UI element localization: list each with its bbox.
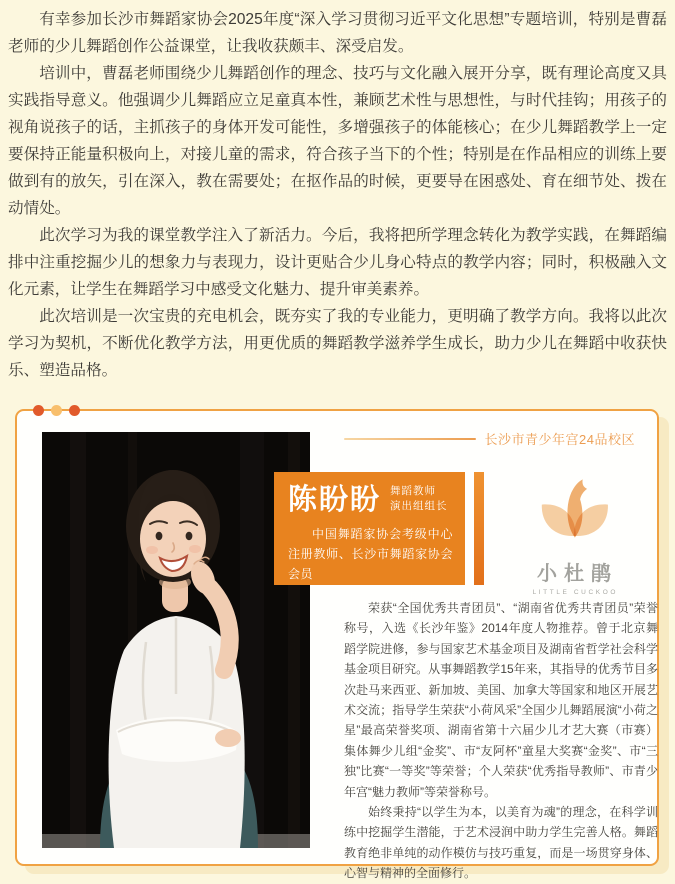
brand-logo — [509, 475, 639, 596]
campus-header — [344, 429, 635, 448]
bio-paragraph-1: 荣获“全国优秀共青团员”、“湖南省优秀共青团员”荣誉称号，入选《长沙年鉴》2014年度人物推荐。曾于北京舞蹈学院进修，参与国家艺术基金项目及湖南省哲学社会科学基金项目研究。从事舞蹈教学15年来，其指导的优秀节目多次赴马来西亚、新加坡、美国、加拿大等国家和地区开展艺术交流；指导学生荣获“小荷风采”全国少儿舞蹈展演“小荷之星”最高荣誉奖项、湖南省第十六届少儿才艺大赛（市赛）集体舞少儿组“金奖”、市“友阿杯”童星大奖赛“金奖”、市“三独”比赛“一等奖”等荣誉；个人荣获“优秀指导教师”、市青少年宫“魅力教师”等荣誉称号。 — [344, 601, 658, 799]
logo-name: 小杜鹃 — [537, 563, 618, 585]
name-badge — [274, 472, 465, 585]
badge-name-row — [288, 485, 453, 515]
teacher-memberships: 中国舞蹈家协会考级中心注册教师、长沙市舞蹈家协会会员 — [288, 527, 453, 581]
dot-icon — [69, 405, 80, 416]
article-paragraph-4: 此次培训是一次宝贵的充电机会，既夯实了我的专业能力，更明确了教学方向。我将以此次学习为契机，不断优化教学方法，用更优质的舞蹈教学滋养学生成长，助力少儿在舞蹈中收获快乐、塑造品格。 — [8, 308, 667, 379]
badge-divider-bar — [474, 472, 484, 585]
teacher-titles — [390, 485, 448, 515]
portrait-illustration — [42, 432, 310, 848]
dot-icon — [51, 405, 62, 416]
article — [8, 6, 667, 384]
article-paragraph-1: 有幸参加长沙市舞蹈家协会2025年度“深入学习贯彻习近平文化思想”专题培训，特别是曹磊老师的少儿舞蹈创作公益课堂，让我收获颇丰、深受启发。 — [8, 11, 667, 55]
teacher-title-2: 演出组组长 — [390, 500, 448, 512]
teacher-photo — [42, 432, 310, 848]
teacher-bio — [344, 598, 658, 884]
teacher-name: 陈盼盼 — [288, 484, 382, 516]
article-paragraph-2: 培训中，曹磊老师围绕少儿舞蹈创作的理念、技巧与文化融入展开分享，既有理论高度又具实践指导意义。他强调少儿舞蹈应立足童真本性，兼顾艺术性与思想性，与时代挂钩；用孩子的视角说孩子的话，主抓孩子的身体开发可能性，多增强孩子的体能核心；在少儿舞蹈教学上一定要保持正能量积极向上，对接儿童的需求，符合孩子当下的个性；特别是在作品相应的训练上要做到有的放矢，引在深入，教在需要处；在抠作品的时候，更要导在困惑处、育在细节处、拨在动情处。 — [8, 65, 667, 217]
profile-card — [15, 409, 659, 881]
campus-label: 长沙市青少年宫24品校区 — [484, 432, 635, 447]
dot-icon — [33, 405, 44, 416]
logo-flower-icon — [530, 475, 618, 555]
article-paragraph-3: 此次学习为我的课堂教学注入了新活力。今后，我将把所学理念转化为教学实践，在舞蹈编排中注重挖掘少儿的想象力与表现力，设计更贴合少儿身心特点的教学内容；同时，积极融入文化元素，让学生在舞蹈学习中感受文化魅力、提升审美素养。 — [8, 227, 667, 298]
campus-divider-line — [344, 438, 476, 440]
teacher-title-1: 舞蹈教师 — [390, 485, 437, 497]
logo-subtitle: LITTLE CUCKOO — [532, 589, 619, 596]
bio-paragraph-2: 始终秉持“以学生为本，以美育为魂”的理念，在科学训练中挖掘学生潜能，于艺术浸润中助力学生完善人格。舞蹈教育绝非单纯的动作模仿与技巧重复，而是一场贯穿身体、心智与精神的全面修行。 — [344, 805, 658, 881]
card-top-dots — [33, 405, 80, 416]
